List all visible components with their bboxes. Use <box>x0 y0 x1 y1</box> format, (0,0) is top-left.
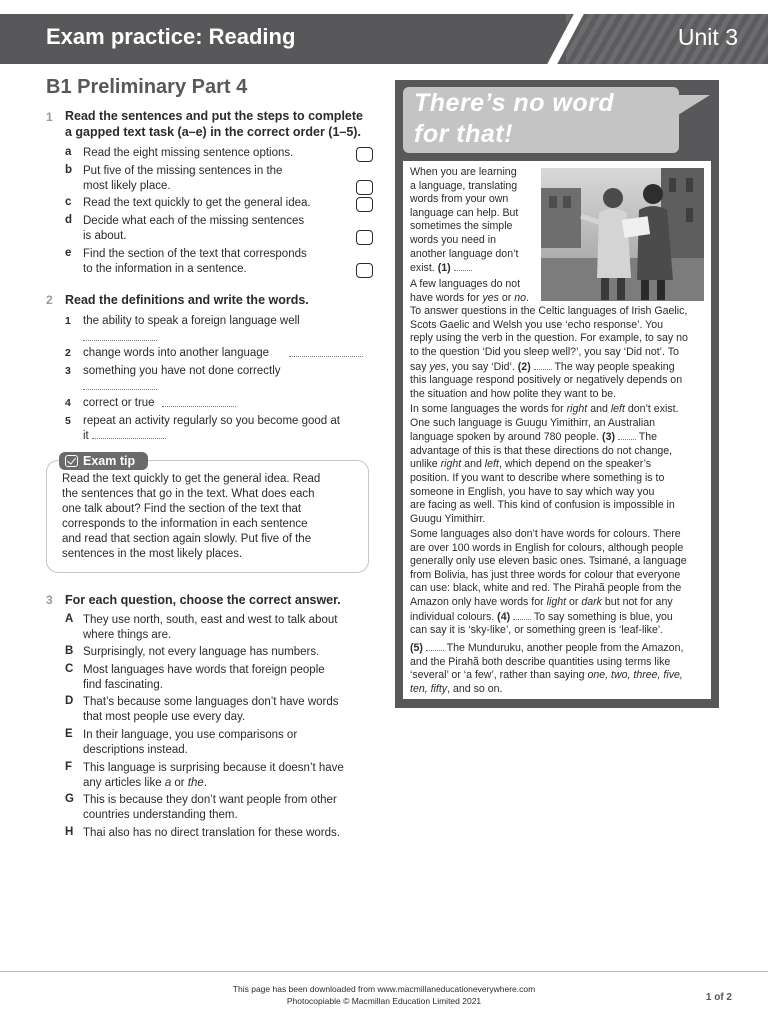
q1-answer-box-b[interactable] <box>356 180 373 195</box>
q3-option-text: This is because they don’t want people from other countries understanding them. <box>83 794 337 821</box>
q2-item-number: 3 <box>65 365 71 377</box>
q3-option-letter: G <box>65 793 74 805</box>
question-2-instruction: Read the definitions and write the words. <box>65 293 309 307</box>
exam-tip-label: Exam tip <box>59 452 148 470</box>
speech-bubble-tail <box>670 93 712 117</box>
q2-item-number: 1 <box>65 315 71 327</box>
q1-item-letter: d <box>65 214 73 226</box>
exam-tip-text: Read the text quickly to get the general idea. Read the sentences that go in the text. What does each one talk about? Find the section of the text that corresponds to the information in each sentence and read that section again slowly. Put five of the sentences in the most likely places. <box>62 473 321 560</box>
q1-item-letter: c <box>65 196 72 208</box>
q2-item-text: the ability to speak a foreign language well <box>83 315 300 327</box>
gap-answer-line[interactable] <box>618 430 636 440</box>
article-paragraph-4: Some languages also don’t have words for colours. There are over 100 words in English for colours, although people generally only use eleven basic ones. Tsimané, a language from Bolivia, has just three words for colour that everyone can use: black, white and red. The Pirahã people from the Amazon only have words for light or dark but not for any individual colours. (4) To say something is blue, you can say it is ‘sky-like’, or something green is ‘leaf-like’. <box>410 528 687 637</box>
question-2-number: 2 <box>46 293 53 307</box>
article-paragraph-5: (5) The Munduruku, another people from the Amazon, and the Pirahã both describe quantities using terms like ‘several’ or ‘a few’, rather than saying one, two, three, five, ten, fifty, and so on. <box>410 642 684 695</box>
question-1-instruction: Read the sentences and put the steps to complete a gapped text task (a–e) in the correct order (1–5). <box>65 109 363 139</box>
gap-marker: (5) <box>410 642 423 654</box>
q2-answer-line-5[interactable] <box>92 429 166 439</box>
gap-answer-line[interactable] <box>454 261 472 271</box>
q2-answer-line-4[interactable] <box>162 397 236 407</box>
q2-answer-line-3[interactable] <box>83 380 157 390</box>
question-1-number: 1 <box>46 110 53 124</box>
gap-marker: (4) <box>497 610 511 623</box>
q1-item-text: Read the eight missing sentence options. <box>83 147 294 159</box>
q1-answer-box-e[interactable] <box>356 263 373 278</box>
q3-option-letter: F <box>65 761 73 773</box>
q3-option-letter: B <box>65 645 74 657</box>
q3-option-letter: C <box>65 663 74 675</box>
q2-item-number: 4 <box>65 397 71 409</box>
q2-answer-line-2[interactable] <box>289 347 363 357</box>
gap-marker: (1) <box>437 262 451 275</box>
q3-option-text: That’s because some languages don’t have words that most people use every day. <box>83 696 339 723</box>
q2-item-text: change words into another language <box>83 347 270 359</box>
q3-option-letter: A <box>65 613 74 625</box>
footer-copyright: Photocopiable © Macmillan Education Limited 2021 <box>286 996 482 1006</box>
q1-item-letter: a <box>65 146 72 158</box>
article-paragraph-3: In some languages the words for right and left don’t exist. One such language is Guugu Yimithirr, an Australian language spoken by around 780 people. (3) The advantage of this is that these directions do not change, unlike right and left, which depend on the speaker’s position. If you want to describe where something is to someone in English, you have to say which way you are facing as well. This kind of confusion is impossible in Guugu Yimithirr. <box>410 403 679 525</box>
q2-answer-line-1[interactable] <box>83 331 157 341</box>
q3-option-text: Surprisingly, not every language has numbers. <box>83 646 320 658</box>
q3-option-letter: D <box>65 695 74 707</box>
article-title-line-2: for that! <box>414 120 513 148</box>
q1-item-text: Decide what each of the missing sentences is about. <box>83 215 305 242</box>
footer-divider <box>0 971 768 972</box>
q1-item-text: Find the section of the text that corresponds to the information in a sentence. <box>83 248 307 275</box>
checkmark-icon <box>65 455 78 467</box>
article-paragraph-2: A few languages do not have words for yes or no. To answer questions in the Celtic languages of Irish Gaelic, Scots Gaelic and Welsh you use ‘echo response’. You reply using the verb in the question. For example, to say no to the question ‘Did you sleep well?’, you say ‘Did not’. To say yes, you say ‘Did’. (2) The way people speaking this language respond positively or negatively depends on the situation and how polite they want to be. <box>410 278 688 400</box>
q3-option-text: They use north, south, east and west to talk about where things are. <box>83 614 338 641</box>
q3-option-text: Most languages have words that foreign people find fascinating. <box>83 664 325 691</box>
q2-item-text: correct or true <box>83 397 155 409</box>
gap-answer-line[interactable] <box>426 641 444 651</box>
gap-marker: (3) <box>602 431 615 444</box>
q2-item-number: 5 <box>65 415 71 427</box>
page-title: Exam practice: Reading <box>46 24 296 49</box>
page-number: 1 of 2 <box>705 992 732 1003</box>
q1-answer-box-d[interactable] <box>356 230 373 245</box>
article-paragraph-1: When you are learning a language, translating words from your own language can help. But sometimes the simple words you need in another language don’t exist. (1) <box>410 166 519 275</box>
question-3-number: 3 <box>46 593 53 607</box>
q3-option-letter: H <box>65 826 74 838</box>
gap-answer-line[interactable] <box>513 610 531 620</box>
article-title-line-1: There’s no word <box>414 89 615 117</box>
q3-option-text: This language is surprising because it doesn’t have any articles like a or the. <box>83 762 344 789</box>
q1-item-letter: e <box>65 247 72 259</box>
section-title: B1 Preliminary Part 4 <box>46 76 248 98</box>
q1-item-text: Read the text quickly to get the general idea. <box>83 197 311 209</box>
footer-download-note: This page has been downloaded from www.macmillaneducationeverywhere.com <box>232 984 536 994</box>
q2-item-text: repeat an activity regularly so you become good at it <box>83 415 340 442</box>
q1-answer-box-a[interactable] <box>356 147 373 162</box>
q1-item-text: Put five of the missing sentences in the most likely place. <box>83 165 283 192</box>
q3-option-letter: E <box>65 728 73 740</box>
q3-option-text: Thai also has no direct translation for these words. <box>83 827 340 839</box>
q2-item-number: 2 <box>65 347 71 359</box>
gap-marker: (2) <box>517 360 531 373</box>
unit-label: Unit 3 <box>677 24 738 50</box>
q1-item-letter: b <box>65 164 73 176</box>
q2-item-text: something you have not done correctly <box>83 365 281 377</box>
q3-option-text: In their language, you use comparisons or descriptions instead. <box>83 729 298 756</box>
gap-answer-line[interactable] <box>534 360 552 370</box>
header-bar <box>0 14 768 64</box>
q1-answer-box-c[interactable] <box>356 197 373 212</box>
question-3-instruction: For each question, choose the correct answer. <box>65 593 341 607</box>
